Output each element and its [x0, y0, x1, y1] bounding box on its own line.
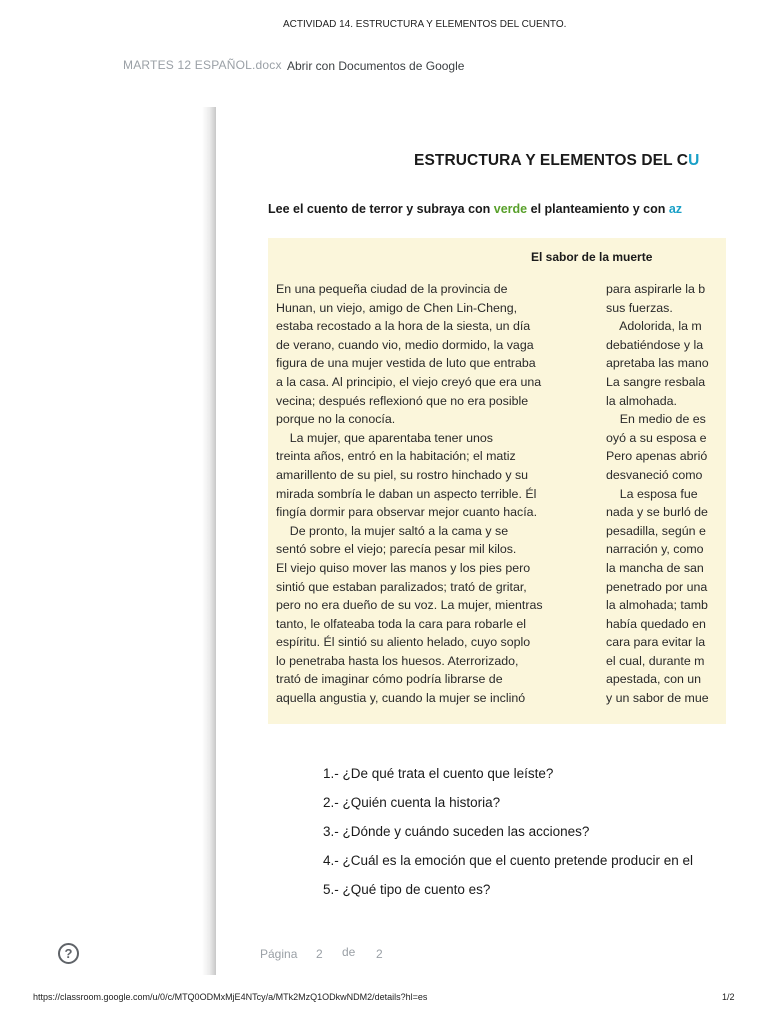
story-line: aquella angustia y, cuando la mujer se inclinó: [276, 691, 526, 706]
current-page[interactable]: 2: [316, 947, 323, 961]
story-line: debatiéndose y la: [606, 337, 704, 352]
story-line: a la casa. Al principio, el viejo creyó que era una: [276, 374, 542, 389]
story-line: de verano, cuando vio, medio dormido, la vaga: [276, 337, 534, 352]
total-pages: 2: [376, 947, 383, 961]
story-line: apretaba las mano: [606, 356, 709, 371]
story-line: narración y, como: [606, 542, 704, 557]
page-label: Página: [260, 947, 298, 961]
story-line: sintió que estaban paralizados; trató de gritar,: [276, 579, 527, 594]
story-line: En medio de es: [606, 412, 706, 427]
help-icon[interactable]: ?: [58, 943, 79, 964]
story-line: La esposa fue: [606, 486, 698, 501]
story-line: pero no era dueño de su voz. La mujer, mientras: [276, 598, 543, 613]
question-3: 3.- ¿Dónde y cuándo suceden las acciones?: [323, 824, 590, 839]
story-column-2: [606, 280, 726, 708]
of-label: de: [342, 945, 356, 959]
story-line: De pronto, la mujer saltó a la cama y se: [276, 523, 509, 538]
story-line: Hunan, un viejo, amigo de Chen Lin-Cheng,: [276, 300, 518, 315]
question-5: 5.- ¿Qué tipo de cuento es?: [323, 882, 491, 897]
story-line: Adolorida, la m: [606, 319, 702, 334]
question-1: 1.- ¿De qué trata el cuento que leíste?: [323, 766, 554, 781]
story-line: vecina; después reflexionó que no era posible: [276, 393, 529, 408]
document-title: ESTRUCTURA Y ELEMENTOS DEL CU: [414, 152, 700, 169]
story-line: para aspirarle la b: [606, 282, 706, 296]
story-line: cara para evitar la: [606, 635, 706, 650]
story-line: sus fuerzas.: [606, 300, 673, 315]
print-title: ACTIVIDAD 14. ESTRUCTURA Y ELEMENTOS DEL CUENTO.: [283, 19, 567, 30]
story-line: la almohada.: [606, 393, 677, 408]
story-line: treinta años, entró en la habitación; el matiz: [276, 449, 516, 464]
question-2: 2.- ¿Quién cuenta la historia?: [323, 795, 501, 810]
question-4: 4.- ¿Cuál es la emoción que el cuento pretende producir en el: [323, 853, 693, 868]
viewer-left-pane: [0, 0, 213, 975]
story-line: El viejo quiso mover las manos y los pies pero: [276, 560, 531, 575]
story-line: La sangre resbala: [606, 374, 706, 389]
story-line: nada y se burló de: [606, 505, 708, 520]
file-name: MARTES 12 ESPAÑOL.docx: [123, 58, 282, 72]
story-line: el cual, durante m: [606, 653, 705, 668]
story-line: sentó sobre el viejo; parecía pesar mil kilos.: [276, 542, 517, 557]
story-line: trató de imaginar cómo podría librarse de: [276, 672, 503, 687]
story-line: oyó a su esposa e: [606, 430, 707, 445]
story-line: desvaneció como: [606, 467, 703, 482]
story-line: y un sabor de mue: [606, 691, 709, 706]
story-line: había quedado en: [606, 616, 706, 631]
story-line: Pero apenas abrió: [606, 449, 708, 464]
story-line: lo penetraba hasta los huesos. Aterrorizado,: [276, 653, 519, 668]
story-line: amarillento de su piel, su rostro hinchado y su: [276, 467, 529, 482]
questions-area: [216, 758, 726, 908]
print-url: https://classroom.google.com/u/0/c/MTQ0ODMxMjE4NTcy/a/MTk2MzQ1ODkwNDM2/details?hl=es: [33, 992, 428, 1002]
story-line: En una pequeña ciudad de la provincia de: [276, 282, 508, 296]
story-line: pesadilla, según e: [606, 523, 706, 538]
story-line: penetrado por una: [606, 579, 708, 594]
story-line: tanto, le olfateaba toda la cara para robarle el: [276, 616, 527, 631]
story-line: estaba recostado a la hora de la siesta, un día: [276, 319, 531, 334]
story-line: porque no la conocía.: [276, 412, 396, 427]
story-line: espíritu. Él sintió su aliento helado, cuyo soplo: [276, 635, 531, 650]
story-line: la almohada; tamb: [606, 598, 708, 613]
story-line: apestada, con un: [606, 672, 702, 687]
page-shadow: [202, 107, 216, 975]
story-line: La mujer, que aparentaba tener unos: [276, 430, 493, 445]
story-line: la mancha de san: [606, 560, 704, 575]
instruction-text: Lee el cuento de terror y subraya con verde el planteamiento y con az: [268, 202, 683, 216]
story-title: El sabor de la muerte: [531, 250, 653, 264]
story-line: mirada sombría le daban un aspecto terrible. Él: [276, 486, 537, 501]
story-line: figura de una mujer vestida de luto que entraba: [276, 356, 536, 371]
story-line: fingía dormir para observar mejor cuanto hacía.: [276, 505, 538, 520]
print-page-number: 1/2: [722, 992, 735, 1002]
open-with-google-docs-button[interactable]: Abrir con Documentos de Google: [287, 59, 465, 73]
story-column-1: [276, 280, 543, 708]
